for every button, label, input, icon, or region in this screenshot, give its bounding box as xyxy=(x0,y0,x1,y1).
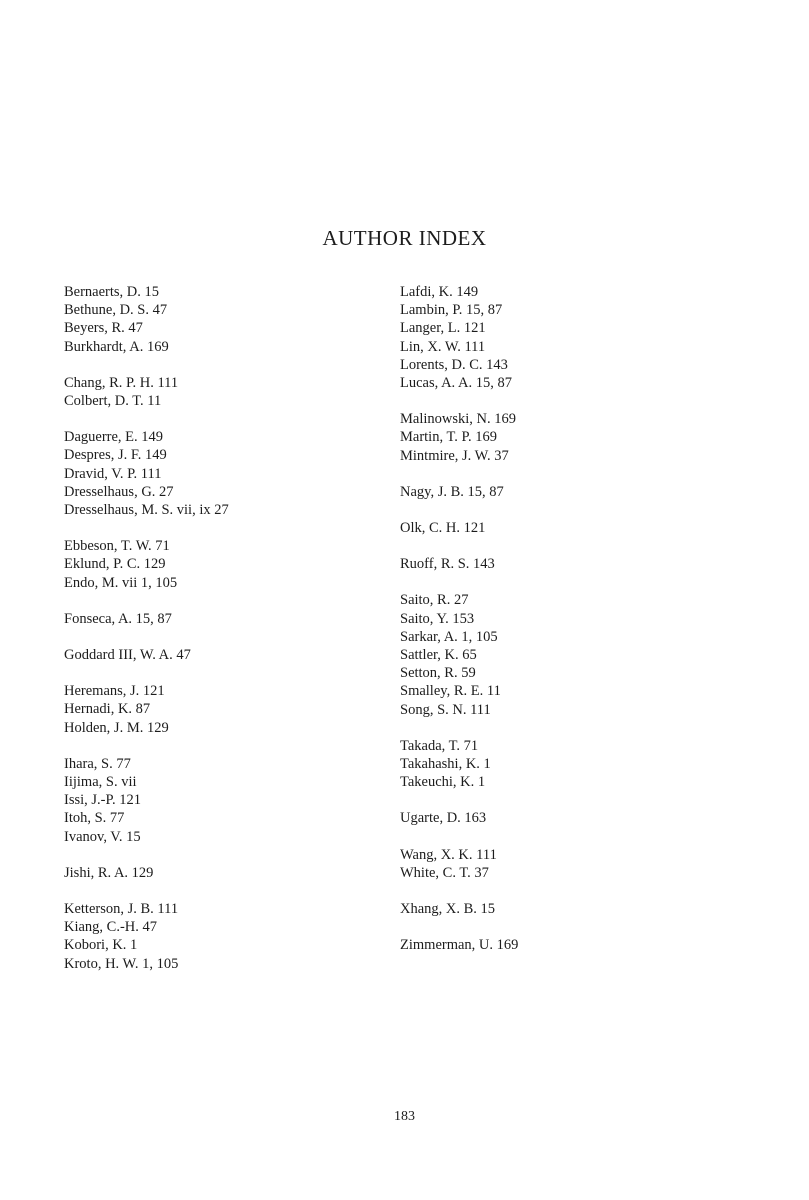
page-title: AUTHOR INDEX xyxy=(322,226,487,250)
letter-group xyxy=(64,610,384,628)
author-entry: Xhang, X. B. 15 xyxy=(400,901,496,918)
author-entry: Bernaerts, D. 15 xyxy=(64,284,160,300)
author-entry: Lucas, A. A. 15, 87 xyxy=(400,375,512,392)
letter-group xyxy=(64,283,384,356)
author-entry: Ruoff, R. S. 143 xyxy=(400,556,495,573)
author-entry: Malinowski, N. 169 xyxy=(400,411,516,428)
letter-group xyxy=(400,936,730,954)
letter-group xyxy=(400,410,730,465)
author-entry: Saito, Y. 153 xyxy=(400,610,475,627)
author-entry: Nagy, J. B. 15, 87 xyxy=(400,483,504,500)
letter-group xyxy=(64,374,384,410)
author-entry: Eklund, P. C. 129 xyxy=(64,556,166,573)
author-entry: Smalley, R. E. 11 xyxy=(400,683,501,700)
letter-group xyxy=(64,900,384,973)
author-entry: Kobori, K. 1 xyxy=(64,937,138,954)
author-entry: White, C. T. 37 xyxy=(400,864,489,881)
letter-group xyxy=(400,483,730,501)
author-entry: Lafdi, K. 149 xyxy=(400,284,479,300)
author-entry: Lin, X. W. 111 xyxy=(400,338,486,355)
author-entry: Ugarte, D. 163 xyxy=(400,810,487,827)
letter-group xyxy=(64,682,384,737)
author-entry: Beyers, R. 47 xyxy=(64,320,143,337)
author-entry: Takahashi, K. 1 xyxy=(400,756,491,773)
author-entry: Takada, T. 71 xyxy=(400,737,479,754)
author-entry: Lambin, P. 15, 87 xyxy=(400,302,503,319)
author-entry: Chang, R. P. H. 111 xyxy=(64,374,179,391)
author-entry: Bethune, D. S. 47 xyxy=(64,302,168,319)
author-entry: Heremans, J. 121 xyxy=(64,683,165,700)
author-entry: Dresselhaus, M. S. vii, ix 27 xyxy=(64,502,229,519)
author-entry: Saito, R. 27 xyxy=(400,592,469,609)
author-entry: Hernadi, K. 87 xyxy=(64,701,151,718)
author-entry: Goddard III, W. A. 47 xyxy=(64,647,191,664)
author-entry: Langer, L. 121 xyxy=(400,320,486,337)
author-entry: Dresselhaus, G. 27 xyxy=(64,483,174,500)
author-entry: Kiang, C.-H. 47 xyxy=(64,919,158,936)
letter-group xyxy=(400,737,730,792)
author-entry: Sattler, K. 65 xyxy=(400,647,477,664)
author-entry: Takeuchi, K. 1 xyxy=(400,774,486,791)
author-entry: Wang, X. K. 111 xyxy=(400,846,497,863)
letter-group xyxy=(64,864,384,882)
author-entry: Issi, J.-P. 121 xyxy=(64,792,141,809)
author-entry: Setton, R. 59 xyxy=(400,665,476,682)
author-entry: Fonseca, A. 15, 87 xyxy=(64,610,172,627)
author-entry: Song, S. N. 111 xyxy=(400,701,491,718)
letter-group xyxy=(64,646,384,664)
author-entry: Olk, C. H. 121 xyxy=(400,520,486,537)
author-entry: Despres, J. F. 149 xyxy=(64,447,167,464)
letter-group xyxy=(400,519,730,537)
author-entry: Mintmire, J. W. 37 xyxy=(400,447,509,464)
page-number: 183 xyxy=(394,1109,415,1124)
letter-group xyxy=(400,846,730,882)
right-index-column xyxy=(400,283,730,972)
author-entry: Colbert, D. T. 11 xyxy=(64,393,162,410)
letter-group xyxy=(400,283,730,392)
author-entry: Daguerre, E. 149 xyxy=(64,429,164,446)
author-entry: Holden, J. M. 129 xyxy=(64,719,169,736)
author-entry: Iijima, S. vii xyxy=(64,774,137,791)
letter-group xyxy=(400,900,730,918)
author-entry: Ihara, S. 77 xyxy=(64,755,131,772)
letter-group xyxy=(400,591,730,718)
author-entry: Zimmerman, U. 169 xyxy=(400,937,519,954)
author-entry: Burkhardt, A. 169 xyxy=(64,338,169,355)
author-entry: Dravid, V. P. 111 xyxy=(64,465,162,482)
author-entry: Martin, T. P. 169 xyxy=(400,429,497,446)
left-index-column xyxy=(64,283,384,991)
letter-group xyxy=(64,755,384,846)
author-entry: Ebbeson, T. W. 71 xyxy=(64,538,170,555)
author-entry: Endo, M. vii 1, 105 xyxy=(64,574,178,591)
author-entry: Lorents, D. C. 143 xyxy=(400,356,508,373)
letter-group xyxy=(64,537,384,592)
author-entry: Itoh, S. 77 xyxy=(64,810,125,827)
author-entry: Sarkar, A. 1, 105 xyxy=(400,628,498,645)
author-entry: Jishi, R. A. 129 xyxy=(64,864,154,881)
letter-group xyxy=(400,809,730,827)
author-entry: Kroto, H. W. 1, 105 xyxy=(64,955,179,972)
letter-group xyxy=(400,555,730,573)
author-entry: Ketterson, J. B. 111 xyxy=(64,901,179,918)
author-entry: Ivanov, V. 15 xyxy=(64,828,141,845)
letter-group xyxy=(64,428,384,519)
